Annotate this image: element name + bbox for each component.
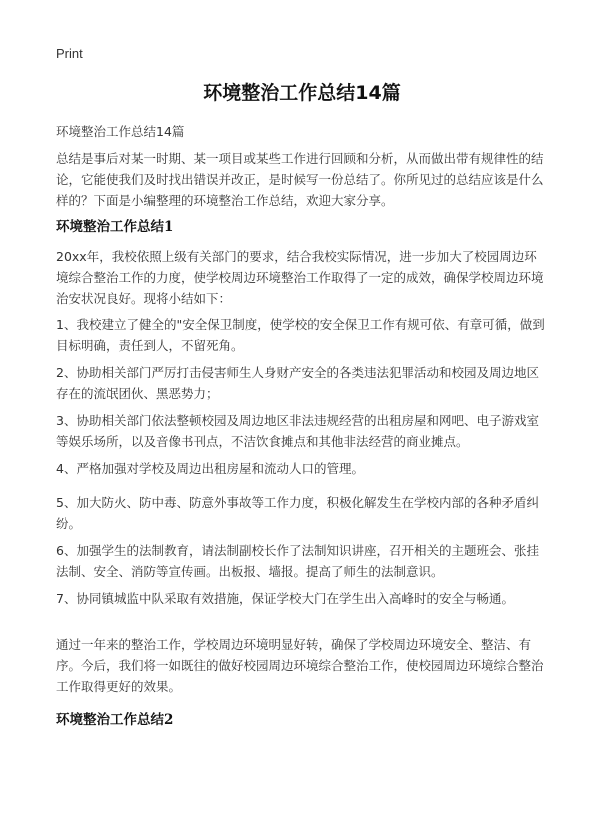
intro-paragraph: 总结是事后对某一时期、某一项目或某些工作进行回顾和分析，从而做出带有规律性的结论，它能使我们及时找出错误并改正，是时候写一份总结了。你所见过的总结应该是什么样的？下面是小编整理的环境整治工作总结，欢迎大家分享。 [56, 151, 544, 208]
section-heading-2: 环境整治工作总结2 [56, 712, 174, 728]
list-item: 2、协助相关部门严厉打击侵害师生人身财产安全的各类违法犯罪活动和校园及周边地区存在的流氓团伙、黑恶势力； [56, 365, 539, 401]
list-item: 7、协同镇城监中队采取有效措施，保证学校大门在学生出入高峰时的安全与畅通。 [56, 591, 514, 606]
paragraph: 通过一年来的整治工作，学校周边环境明显好转，确保了学校周边环境安全、整洁、有序。今后，我们将一如既往的做好校园周边环境综合整治工作，使校园周边环境综合整治工作取得更好的效果。 [56, 637, 544, 694]
list-item: 5、加大防火、防中毒、防意外事故等工作力度，积极化解发生在学校内部的各种矛盾纠纷。 [56, 495, 539, 531]
document-subtitle: 环境整治工作总结14篇 [56, 124, 185, 139]
section-heading-1: 环境整治工作总结1 [56, 219, 174, 235]
paragraph: 20xx年，我校依照上级有关部门的要求，结合我校实际情况，进一步加大了校园周边环境综合整治工作的力度，使学校周边环境整治工作取得了一定的成效，确保学校周边环境治安状况良好。现将小结如下： [56, 249, 544, 306]
document-title: 环境整治工作总结14篇 [203, 82, 401, 104]
list-item: 4、严格加强对学校及周边出租房屋和流动人口的管理。 [56, 461, 364, 476]
print-label: Print [56, 46, 83, 61]
list-item: 6、加强学生的法制教育，请法制副校长作了法制知识讲座，召开相关的主题班会、张挂法制、安全、消防等宣传画。出板报、墙报。提高了师生的法制意识。 [56, 543, 539, 579]
list-item: 3、协助相关部门依法整顿校园及周边地区非法违规经营的出租房屋和网吧、电子游戏室等娱乐场所，以及音像书刊点，不洁饮食摊点和其他非法经营的商业摊点。 [56, 413, 539, 449]
list-item: 1、我校建立了健全的"安全保卫制度，使学校的安全保卫工作有规可依、有章可循，做到目标明确，责任到人，不留死角。 [56, 317, 545, 353]
